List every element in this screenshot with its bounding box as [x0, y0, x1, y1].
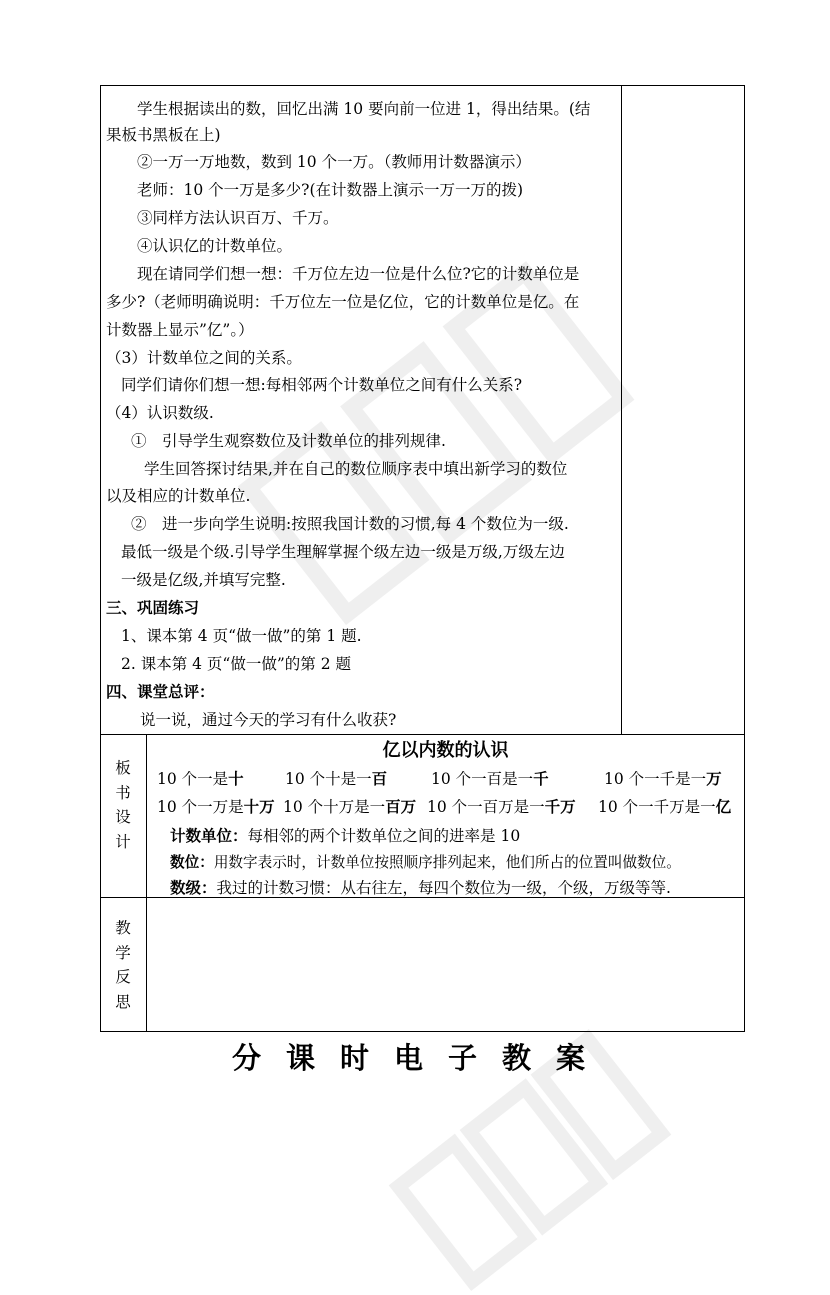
body-line: 多少?（老师明确说明：千万位左一位是亿位，它的计数单位是亿。在	[106, 293, 580, 311]
body-line: 学生根据读出的数，回忆出满 10 要向前一位进 1，得出结果。(结	[137, 100, 591, 118]
body-line: 同学们请你们想一想:每相邻两个计数单位之间有什么关系?	[121, 376, 523, 394]
section-heading: 三、巩固练习	[106, 598, 200, 617]
label-char: 学	[115, 943, 131, 962]
body-line: ②一万一万地数，数到 10 个一万。（教师用计数器演示）	[137, 153, 531, 171]
row-border-board	[100, 734, 745, 735]
board-cell: 10 个一万是十万	[157, 797, 275, 816]
table-border-left	[100, 85, 101, 1032]
body-line: 最低一级是个级.引导学生理解掌握个级左边一级是万级,万级左边	[121, 543, 565, 561]
label-char: 书	[115, 783, 131, 802]
body-line: 计数器上显示”亿”。）	[106, 321, 254, 339]
definition-line: 数级：我过的计数习惯：从右往左，每四个数位为一级，个级，万级等等.	[170, 878, 671, 897]
exercise-item: 1、课本第 4 页“做一做”的第 1 题.	[121, 627, 362, 645]
body-line: ② 进一步向学生说明:按照我国计数的习惯,每 4 个数位为一级.	[131, 515, 569, 533]
definition-line: 数位：用数字表示时，计数单位按照顺序排列起来，他们所占的位置叫做数位。	[170, 854, 681, 871]
label-char: 计	[115, 832, 131, 851]
body-line: ③同样方法认识百万、千万。	[137, 209, 339, 227]
label-char: 板	[115, 759, 131, 777]
reflection-label	[100, 916, 146, 1014]
board-design-label	[100, 756, 146, 854]
body-line: （3）计数单位之间的关系。	[106, 349, 302, 367]
board-cell: 10 个一百是一千	[431, 769, 549, 788]
row-border-bottom	[100, 1031, 745, 1032]
label-char: 反	[115, 968, 131, 986]
body-line: 老师：10 个一万是多少?(在计数器上演示一万一万的拨)	[137, 181, 524, 199]
body-line: ① 引导学生观察数位及计数单位的排列规律.	[131, 432, 446, 450]
body-line: 以及相应的计数单位.	[106, 487, 251, 505]
section-heading: 四、课堂总评：	[106, 682, 215, 701]
board-cell: 10 个一千是一万	[604, 769, 722, 788]
body-line: ④认识亿的计数单位。	[137, 237, 293, 255]
board-title: 亿以内数的认识	[382, 740, 509, 761]
board-cell: 10 个一千万是一亿	[598, 797, 732, 816]
row-border-top	[100, 85, 745, 86]
board-cell: 10 个一是十	[157, 769, 244, 788]
table-border-right	[744, 85, 745, 1032]
body-line: 现在请同学们想一想：千万位左边一位是什么位?它的计数单位是	[137, 265, 580, 283]
body-line: 果板书黑板在上)	[106, 126, 221, 144]
body-line: 一级是亿级,并填写完整.	[121, 571, 286, 589]
label-char: 思	[115, 992, 131, 1011]
label-char: 教	[115, 919, 131, 937]
reflection-content[interactable]	[147, 898, 744, 1031]
exercise-item: 2. 课本第 4 页“做一做”的第 2 题	[121, 655, 351, 673]
label-char: 设	[115, 808, 131, 826]
top-inner-column-border	[621, 85, 622, 734]
body-line: 学生回答探讨结果,并在自己的数位顺序表中填出新学习的数位	[144, 460, 568, 478]
board-cell: 10 个一百万是一千万	[427, 797, 576, 816]
definition-line: 计数单位：每相邻的两个计数单位之间的进率是 10	[170, 826, 521, 845]
summary-text: 说一说，通过今天的学习有什么收获?	[140, 711, 397, 729]
board-cell: 10 个十万是一百万	[283, 797, 417, 816]
page-footer-title: 分课时电子教案	[231, 1041, 610, 1075]
body-line: （4）认识数级.	[106, 404, 214, 422]
board-cell: 10 个十是一百	[285, 769, 388, 788]
